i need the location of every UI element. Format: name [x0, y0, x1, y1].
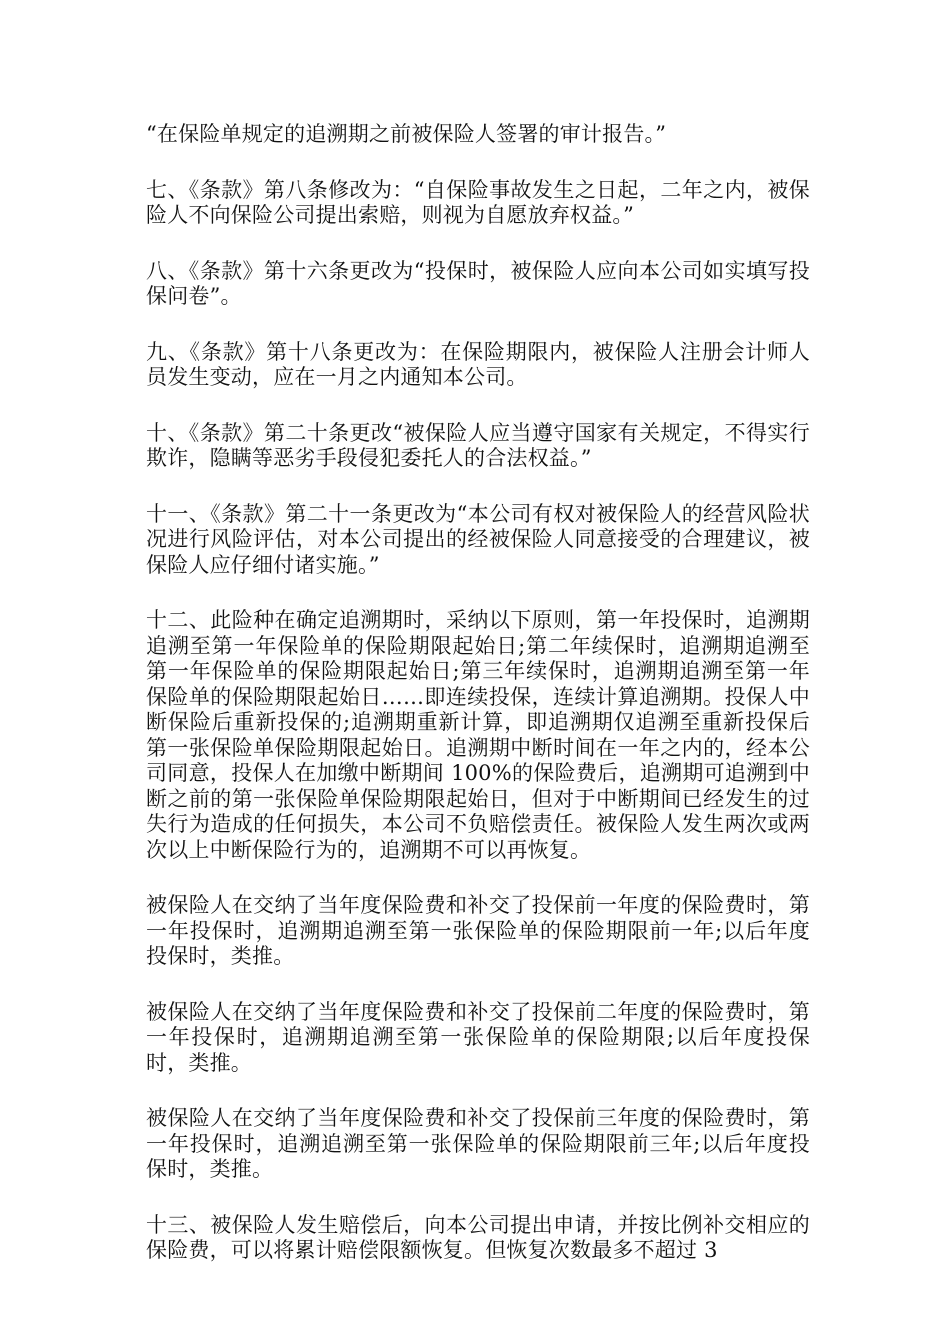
paragraph-clause-9: 九、《条款》第十八条更改为：在保险期限内，被保险人注册会计师人员发生变动，应在一月之内通知本公司。 — [146, 339, 810, 389]
document-body — [146, 122, 810, 1294]
paragraph-clause-11: 十一、《条款》第二十一条更改为“本公司有权对被保险人的经营风险状况进行风险评估，对本公司提出的经被保险人同意接受的合理建议，被保险人应仔细付诸实施。” — [146, 501, 810, 577]
paragraph-clause-12: 十二、此险种在确定追溯期时，采纳以下原则，第一年投保时，追溯期追溯至第一年保险单的保险期限起始日;第二年续保时，追溯期追溯至第一年保险单的保险期限起始日;第三年续保时，追溯期追溯至第一年保险单的保险期限起始日……即连续投保，连续计算追溯期。投保人中断保险后重新投保的;追溯期重新计算，即追溯期仅追溯至重新投保后第一张保险单保险期限起始日。追溯期中断时间在一年之内的，经本公司同意，投保人在加缴中断期间 100%的保险费后，追溯期可追溯到中断之前的第一张保险单保险期限起始日，但对于中断期间已经发生的过失行为造成的任何损失，本公司不负赔偿责任。被保险人发生两次或两次以上中断保险行为的，追溯期不可以再恢复。 — [146, 608, 810, 862]
paragraph-clause-7: 七、《条款》第八条修改为：“自保险事故发生之日起，二年之内，被保险人不向保险公司提出索赔，则视为自愿放弃权益。” — [146, 177, 810, 227]
paragraph-audit-report-clause: “在保险单规定的追溯期之前被保险人签署的审计报告。” — [146, 122, 667, 146]
paragraph-retro-two-years: 被保险人在交纳了当年度保险费和补交了投保前二年度的保险费时，第一年投保时，追溯期追溯至第一张保险单的保险期限;以后年度投保时，类推。 — [146, 999, 810, 1075]
paragraph-clause-13: 十三、被保险人发生赔偿后，向本公司提出申请，并按比例补交相应的保险费，可以将累计赔偿限额恢复。但恢复次数最多不超过 3 — [146, 1212, 810, 1262]
paragraph-clause-10: 十、《条款》第二十条更改“被保险人应当遵守国家有关规定，不得实行欺诈，隐瞒等恶劣手段侵犯委托人的合法权益。” — [146, 420, 810, 470]
paragraph-clause-8: 八、《条款》第十六条更改为“投保时，被保险人应向本公司如实填写投保问卷”。 — [146, 258, 810, 308]
paragraph-retro-three-years: 被保险人在交纳了当年度保险费和补交了投保前三年度的保险费时，第一年投保时，追溯追溯至第一张保险单的保险期限前三年;以后年度投保时，类推。 — [146, 1106, 810, 1181]
paragraph-retro-one-year: 被保险人在交纳了当年度保险费和补交了投保前一年度的保险费时，第一年投保时，追溯期追溯至第一张保险单的保险期限前一年;以后年度投保时，类推。 — [146, 893, 810, 968]
